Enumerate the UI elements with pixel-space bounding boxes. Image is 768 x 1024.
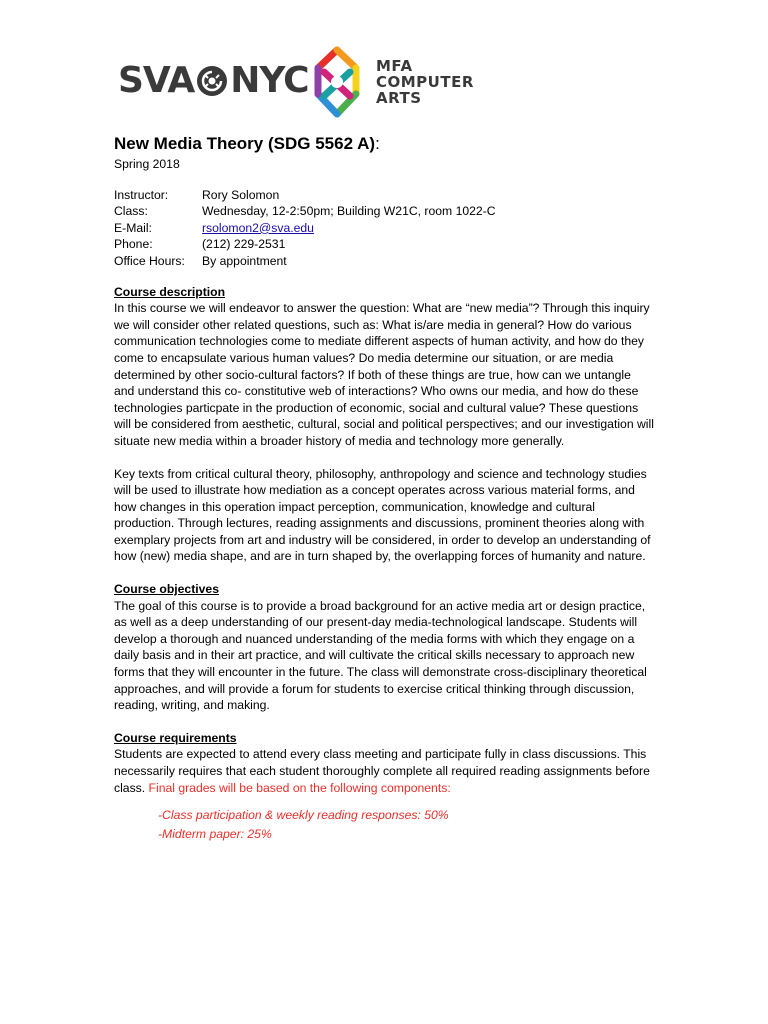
requirements-text: Students are expected to attend every class meeting and participate fully in class discussions. This necessarily requires that each student thoroughly complete all required reading assignments before class. [114,747,650,795]
course-description-paragraph-2: Key texts from critical cultural theory, philosophy, anthropology and science and technology studies will be used to illustrate how mediation as a concept operates across various material forms, and how changes in this operation impact perception, communication, knowledge and cultural production. Through lectures, reading assignments and discussions, prominent theories along with exemplary projects from art and industry will be considered, in order to develop an understanding of how (new) media shape, and are in turn shaped by, the overlapping forces of humanity and nature. [114,466,651,564]
sva-nyc-logo [118,60,309,101]
course-title-colon: : [375,134,380,153]
semester-label: Spring 2018 [114,157,180,171]
info-label: Instructor: [114,187,169,202]
mfa-computer-arts-logo-text [376,58,474,106]
info-row-office-hours [114,253,496,270]
info-label: E-Mail: [114,220,152,235]
info-value [202,220,496,237]
course-requirements-paragraph [114,746,654,796]
info-value: Wednesday, 12-2:50pm; Building W21C, room 1022-C [202,204,496,219]
logo-header [118,44,678,124]
grade-components-list [158,806,654,843]
course-description-heading: Course description [114,284,226,299]
info-row-phone [114,236,496,253]
info-value: Rory Solomon [202,187,280,202]
course-objectives-paragraph: The goal of this course is to provide a broad background for an active media art or design practice, as well as a deep understanding of our present-day media-technological landscape. Students will develop a thorough and nuanced understanding of the media forms with which they engage on a daily basis and in their art practice, and will cultivate the critical skills necessary to approach new forms that they will encounter in the future. The class will demonstrate cross-disciplinary theoretical approaches, and will provide a forum for students to exercise critical thinking through discussion, reading, writing, and making. [114,598,647,713]
course-objectives-heading: Course objectives [114,582,219,597]
arts-line: ARTS [376,89,422,107]
course-requirements-heading: Course requirements [114,730,237,745]
email-link[interactable]: rsolomon2@sva.edu [202,220,314,235]
course-title-text: New Media Theory (SDG 5562 A) [114,134,376,153]
info-row-instructor [114,187,496,204]
sva-swirl-icon [195,64,229,98]
grade-component-item: -Midterm paper: 25% [158,826,272,841]
info-row-email [114,220,496,237]
info-row-class [114,203,496,220]
info-value: By appointment [202,253,287,268]
mfa-line: MFA [376,57,413,75]
course-title [114,132,654,156]
syllabus-content [114,132,654,843]
sva-logo-text: SVA [118,60,195,101]
mfa-colorful-logo-icon [304,44,370,120]
info-value: (212) 229-2531 [202,237,286,252]
course-description-paragraph-1: In this course we will endeavor to answer the question: What are “new media”? Through this inquiry we will consider other related questions, such as: What is/are media in general? How do various communication technologies come to mediate different aspects of human activity, and how do they come to encapsulate various human values? Do media determine our situation, or are media determined by other socio-cultural factors? If both of these things are true, how can we untangle and understand this co- constitutive web of interactions? Who owns our media, and how do these technologies particpate in the production of economic, social and cultural value? These questions will be considered from aesthetic, cultural, social and political perspectives; and our investigation will situate new media within a broader history of media and technology more generally. [114,301,654,448]
grade-component-item: -Class participation & weekly reading responses: 50% [158,808,449,823]
info-label: Office Hours: [114,253,185,268]
grades-intro-text: Final grades will be based on the following components: [148,780,451,795]
info-label: Class: [114,204,148,219]
course-info-table [114,187,496,270]
info-label: Phone: [114,237,153,252]
nyc-logo-text: NYC [230,60,309,101]
computer-line: COMPUTER [376,73,474,91]
